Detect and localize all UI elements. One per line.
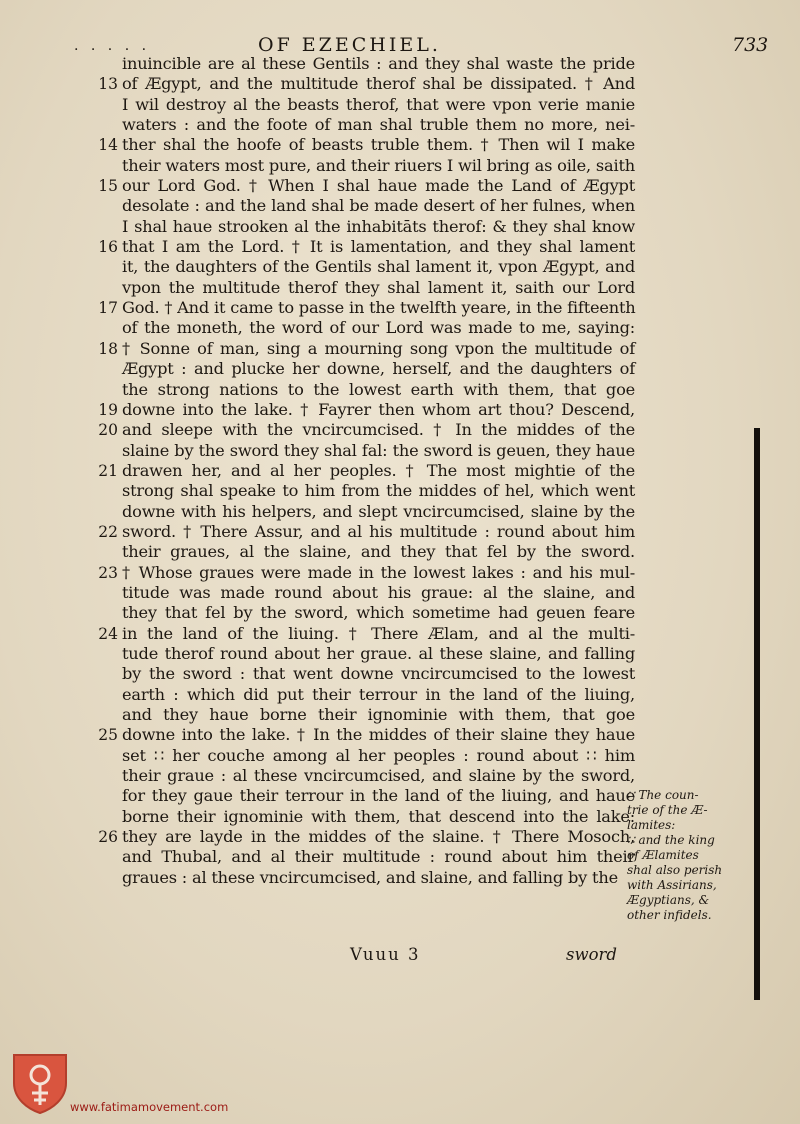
text-line: [0, 196, 800, 216]
text-line: [0, 685, 800, 705]
line-text: for they gaue their terrour in the land of the liuing, and haue: [122, 786, 635, 806]
text-line: [0, 664, 800, 684]
line-text: the strong nations to the lowest earth with them, that goe: [122, 379, 635, 399]
line-text: earth : which did put their terrour in the land of the liuing,: [122, 684, 635, 704]
margin-note-line: ∷ and the king: [627, 833, 715, 847]
text-line: [0, 318, 800, 338]
shield-logo-icon: [12, 1053, 68, 1115]
text-line: [0, 502, 800, 522]
line-text: in the land of the liuing. † There Ælam, and al the multi-: [122, 623, 635, 643]
text-line: [0, 461, 800, 481]
text-line: [0, 380, 800, 400]
line-text: tude therof round about her graue. al these slaine, and falling: [122, 643, 635, 663]
line-text: their graue : al these vncircumcised, and slaine by the sword,: [122, 766, 635, 786]
line-text: borne their ignominie with them, that descend into the lake:: [122, 806, 635, 826]
text-line: [0, 257, 800, 277]
text-line: [0, 339, 800, 359]
verse-number: 21: [98, 461, 118, 480]
margin-note-line: trie of the Æ-: [627, 803, 708, 817]
line-text: † Whose graues were made in the lowest lakes : and his mul-: [122, 562, 635, 582]
line-text: their graues, al the slaine, and they that fel by the sword.: [122, 542, 635, 562]
verse-number: 19: [98, 400, 118, 419]
page-title: OF EZECHIEL.: [258, 34, 441, 56]
verse-number: 22: [98, 522, 118, 541]
text-line: [0, 705, 800, 725]
line-text: desolate : and the land shal be made desert of her fulnes, when: [122, 196, 635, 216]
margin-note-line: lamites:: [627, 818, 676, 832]
line-text: and Thubal, and al their multitude : round about him their: [122, 847, 635, 867]
line-text: vpon the multitude therof they shal lament it, saith our Lord: [122, 277, 635, 297]
line-text: waters : and the foote of man shal truble them no more, nei-: [122, 115, 635, 135]
text-line: [0, 237, 800, 257]
line-text: by the sword : that went downe vncircumcised to the lowest: [122, 664, 635, 684]
margin-note-line: ∷ The coun-: [627, 788, 699, 802]
page-number: 733: [732, 34, 769, 56]
line-text: they that fel by the sword, which sometime had geuen feare: [122, 603, 635, 623]
text-line: [0, 522, 800, 542]
line-text: God. † And it came to passe in the twelfth yeare, in the fifteenth: [122, 298, 636, 318]
line-text: and sleepe with the vncircumcised. † In the middes of the: [122, 420, 635, 440]
verse-number: 16: [98, 238, 118, 257]
text-line: [0, 115, 800, 135]
text-line: [0, 563, 800, 583]
text-line: [0, 95, 800, 115]
verse-number: 26: [98, 828, 118, 847]
text-line: [0, 217, 800, 237]
text-line: [0, 176, 800, 196]
margin-note-line: other infidels.: [627, 908, 712, 922]
line-text: strong shal speake to him from the middes of hel, which went: [122, 481, 635, 501]
line-text: downe into the lake. † Fayrer then whom art thou? Descend,: [122, 399, 635, 419]
signature-mark: Vuuu 3: [350, 945, 421, 964]
text-line: [0, 481, 800, 501]
text-line: [0, 746, 800, 766]
line-text: and they haue borne their ignominie with them, that goe: [122, 705, 635, 724]
verse-number: 15: [98, 177, 118, 196]
text-line: [0, 359, 800, 379]
line-text: our Lord God. † When I shal haue made the Land of Ægypt: [122, 176, 635, 196]
text-line: [0, 298, 800, 318]
margin-note-line: Ægyptians, &: [627, 893, 710, 907]
text-line: [0, 603, 800, 623]
margin-rule: [754, 428, 760, 1000]
catchword: sword: [566, 945, 617, 964]
line-text: inuincible are al these Gentils : and they shal waste the pride: [122, 54, 635, 73]
line-text: † Sonne of man, sing a mourning song vpon the multitude of: [122, 338, 635, 358]
margin-note-line: shal also perish: [627, 863, 723, 877]
line-text: they are layde in the middes of the slaine. † There Mosoch,: [122, 827, 635, 847]
margin-note-line: with Assirians,: [627, 878, 717, 892]
verse-number: 25: [98, 726, 118, 745]
text-line: [0, 400, 800, 420]
line-text: downe into the lake. † In the middes of their slaine they haue: [122, 725, 635, 745]
text-line: [0, 74, 800, 94]
verse-number: 13: [98, 75, 118, 94]
line-text: I wil destroy al the beasts therof, that were vpon verie manie: [122, 94, 635, 114]
verse-number: 18: [98, 339, 118, 358]
text-line: [0, 54, 800, 74]
header-marks: . . . . .: [74, 38, 151, 54]
verse-number: 20: [98, 421, 118, 440]
line-text: their waters most pure, and their riuers I wil bring as oile, saith: [122, 155, 635, 175]
line-text: graues : al these vncircumcised, and slaine, and falling by the: [122, 867, 618, 887]
website-link[interactable]: www.fatimamovement.com: [70, 1100, 229, 1114]
verse-number: 23: [98, 563, 118, 582]
text-line: [0, 542, 800, 562]
line-text: downe with his helpers, and slept vncircumcised, slaine by the: [122, 501, 635, 521]
text-line: [0, 135, 800, 155]
line-text: sword. † There Assur, and al his multitude : round about him: [122, 521, 635, 541]
verse-number: 14: [98, 136, 118, 155]
margin-note-line: of Ælamites: [627, 848, 699, 862]
margin-note: [627, 788, 739, 923]
text-line: [0, 420, 800, 440]
verse-number: 17: [98, 299, 118, 318]
text-line: [0, 441, 800, 461]
line-text: Ægypt : and plucke her downe, herself, and the daughters of: [122, 359, 635, 379]
line-text: ther shal the hoofe of beasts truble them. † Then wil I make: [122, 135, 635, 155]
line-text: set ∷ her couche among al her peoples : round about ∷ him: [122, 745, 635, 765]
line-text: of Ægypt, and the multitude therof shal be dissipated. † And: [122, 74, 635, 94]
text-column: [0, 54, 800, 888]
line-text: drawen her, and al her peoples. † The most mightie of the: [122, 460, 635, 480]
line-text: titude was made round about his graue: al the slaine, and: [122, 582, 635, 602]
text-line: [0, 583, 800, 603]
text-line: [0, 156, 800, 176]
line-text: I shal haue strooken al the inhabitāts therof: & they shal know: [122, 216, 635, 236]
text-line: [0, 278, 800, 298]
verse-number: 24: [98, 624, 118, 643]
text-line: [0, 766, 800, 786]
line-text: it, the daughters of the Gentils shal lament it, vpon Ægypt, and: [122, 257, 635, 277]
line-text: of the moneth, the word of our Lord was made to me, saying:: [122, 318, 635, 338]
line-text: slaine by the sword they shal fal: the sword is geuen, they haue: [122, 440, 635, 460]
line-text: that I am the Lord. † It is lamentation, and they shal lament: [122, 237, 635, 257]
text-line: [0, 644, 800, 664]
text-line: [0, 725, 800, 745]
text-line: [0, 624, 800, 644]
